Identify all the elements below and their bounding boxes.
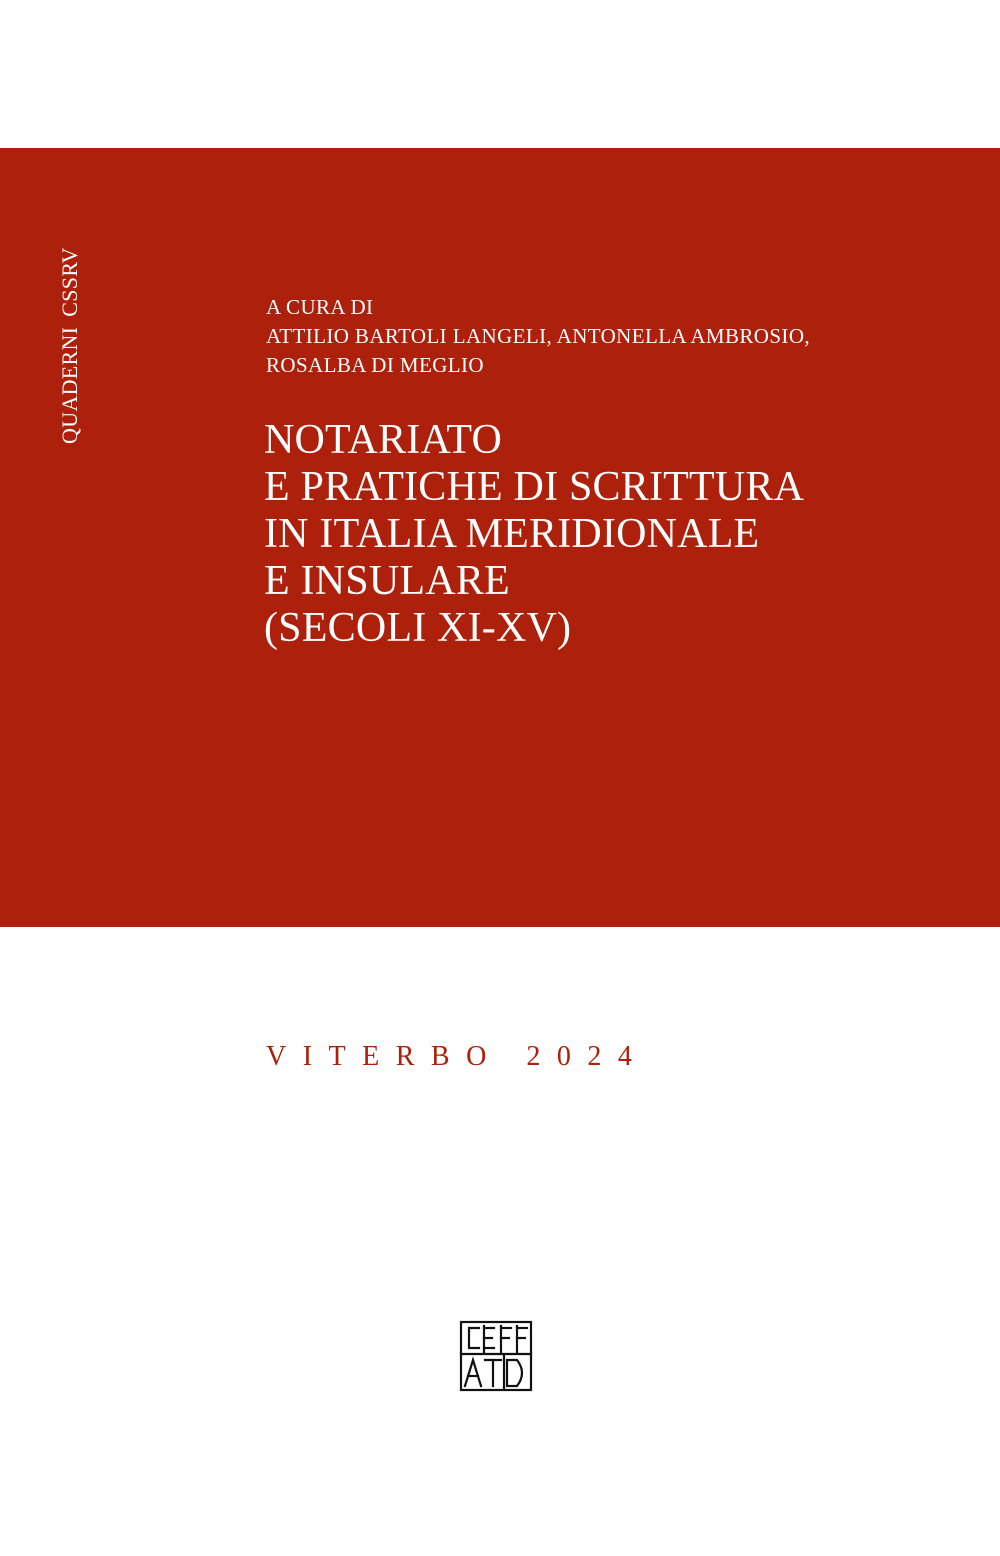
title-line: NOTARIATO bbox=[264, 417, 502, 463]
title-line: IN ITALIA MERIDIONALE bbox=[264, 511, 760, 557]
title-line: E INSULARE bbox=[264, 558, 510, 604]
title-line: E PRATICHE DI SCRITTURA bbox=[264, 464, 805, 510]
imprint bbox=[266, 1039, 648, 1075]
series-acronym: CSSRV bbox=[57, 247, 82, 317]
imprint-city: VITERBO bbox=[266, 1041, 503, 1072]
title-line: (SECOLI XI-XV) bbox=[264, 605, 572, 651]
publisher-monogram-icon bbox=[459, 1320, 533, 1392]
editors-line: ATTILIO BARTOLI LANGELI, ANTONELLA AMBROSIO, bbox=[266, 324, 811, 348]
series-label bbox=[55, 247, 85, 444]
editors-block bbox=[266, 293, 810, 380]
book-title bbox=[264, 417, 804, 652]
editors-intro: A CURA DI bbox=[266, 295, 374, 319]
editors-line: ROSALBA DI MEGLIO bbox=[266, 353, 484, 377]
series-name: QUADERNI bbox=[57, 326, 82, 444]
imprint-year: 2024 bbox=[526, 1041, 649, 1072]
